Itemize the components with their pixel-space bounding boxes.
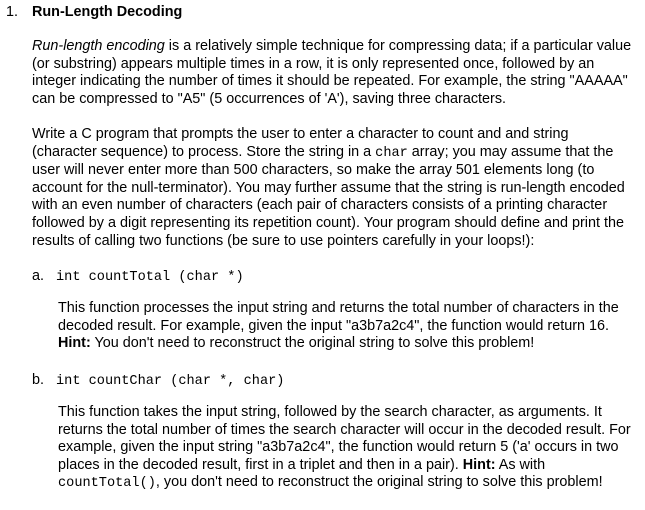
item-b-hint-post: , you don't need to reconstruct the original string to solve this problem! — [155, 474, 603, 491]
item-a-signature: int countTotal (char *) — [56, 270, 244, 285]
item-b-header — [32, 372, 284, 391]
item-a-hint-label: Hint: — [58, 335, 91, 352]
instructions-text-1: Write a C program that prompts the user to enter a character to count and and string (character sequence) to process. Store the string in a — [32, 126, 569, 160]
item-b-hint-pre: As with — [495, 456, 546, 473]
item-a-hint-text: You don't need to reconstruct the original string to solve this problem! — [90, 335, 535, 352]
item-a-label: a. — [32, 268, 45, 284]
problem-title: Run-Length Decoding — [32, 4, 183, 20]
term-run-length-encoding: Run-length encoding — [32, 38, 165, 54]
item-b-signature: int countChar (char *, char) — [56, 374, 285, 389]
item-b-label: b. — [32, 372, 45, 388]
problem-number: 1. — [6, 4, 19, 20]
item-a-description — [58, 300, 636, 353]
item-b-description — [58, 404, 636, 493]
instructions-text-2: array; you may assume that the user will never enter more than 500 characters, so make the array 501 elements long (to account for the null-terminator). You may further assume that the string is run-length encoded with an even number of characters (each pair of characters consists of a printing character followed by a digit representing its repetition count). Your program should define and print the results of calling two functions (be sure to use pointers carefully in your loops!): — [32, 143, 625, 249]
item-a-header — [32, 268, 244, 287]
item-a-description-text: This function processes the input string and returns the total number of characters in the decoded result. For example, given the input "a3b7a2c4", the function would return 16. — [58, 300, 619, 334]
item-b-hint-label: Hint: — [462, 456, 496, 473]
item-b-hint-code: countTotal() — [58, 476, 156, 492]
intro-text: is a relatively simple technique for compressing data; if a particular value (or substring) appears multiple times in a row, it is only represented once, followed by an integer indicating the number of times it should be repeated. For example, the string "AAAAA" can be compressed to "A5" (5 occurrences of 'A'), saving three characters. — [32, 38, 632, 107]
intro-paragraph — [32, 38, 632, 108]
item-b-description-text: This function takes the input string, followed by the search character, as arguments. It returns the total number of times the search character will occur in the decoded result. For example, given the input string "a3b7a2c4", the function would return 5 ('a' occurs in two places in the decoded result, first in a triplet and then in a pair). — [58, 404, 631, 473]
char-keyword: char — [375, 145, 408, 161]
instructions-paragraph — [32, 126, 632, 250]
